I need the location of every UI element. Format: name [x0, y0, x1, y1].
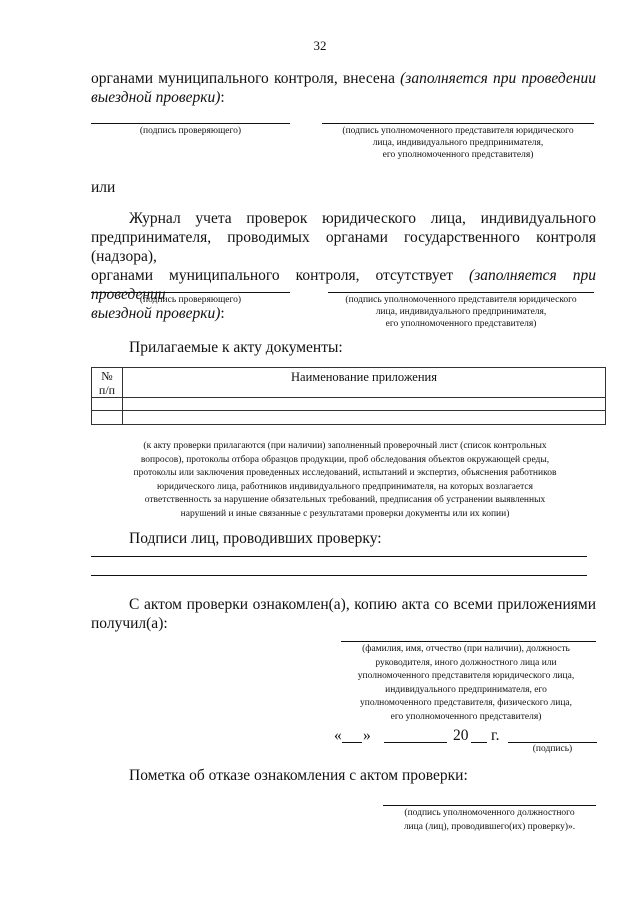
page-number: 32 [313, 38, 327, 53]
date-close-quote: » [363, 727, 371, 744]
block1-line2-italic: выездной проверки) [91, 89, 221, 106]
table-cell [92, 398, 123, 411]
acquainted-caption-line: руководителя, иного должностного лица или [375, 657, 557, 668]
block2-caption-right-line: лица, индивидуального предпринимателя, [375, 307, 547, 317]
date-day-line [342, 742, 362, 743]
ili-label: или [91, 179, 116, 196]
block2-caption-right-line: его уполномоченного представителя) [385, 319, 537, 329]
date-year-line [471, 742, 487, 743]
refusal-caption-line: лица (лиц), проводившего(их) проверку)». [403, 821, 576, 832]
block1-line1 [91, 69, 596, 88]
block1-caption-right-line: его уполномоченного представителя) [382, 150, 534, 160]
block1-caption-right-line: лица, индивидуального предпринимателя, [372, 138, 544, 148]
refusal-sign-line [383, 805, 596, 806]
date-sign-caption: (подпись) [532, 744, 573, 754]
acquainted-caption-line: уполномоченного представителя юридического лица, [357, 671, 575, 681]
block1-line1-a: органами муниципального контроля, внесена [91, 70, 401, 87]
date-year-prefix: 20 [453, 727, 469, 744]
table-header-number-line: п/п [98, 383, 116, 397]
block1-caption-right-line: (подпись уполномоченного представителя юридического [342, 126, 574, 136]
acquainted-line1: С актом проверки ознакомлен(а), копию акта со всеми приложениями [129, 596, 596, 613]
signature-line [91, 575, 587, 576]
block2-caption-right-line: (подпись уполномоченного представителя юридического [345, 295, 577, 305]
table-row [92, 398, 606, 411]
signatures-heading: Подписи лиц, проводивших проверку: [129, 530, 382, 547]
block2-line3-a: органами муниципального контроля, отсутствует [91, 267, 470, 284]
acquainted-caption-line: (фамилия, имя, отчество (при наличии), должность [362, 644, 570, 654]
acquainted-caption-line: его уполномоченного представителя) [390, 711, 542, 722]
attached-note-line: нарушений и иные связанные с результатами проверки документы или их копии) [180, 508, 510, 519]
block2-sign-line-right [328, 292, 594, 293]
block2-line1: Журнал учета проверок юридического лица, индивидуального [129, 210, 596, 227]
block1-line2-tail: : [220, 89, 225, 106]
block2-line3-b: (заполняется при проведении [91, 267, 596, 303]
attachments-table [91, 367, 606, 425]
table-cell [123, 398, 606, 411]
acquainted-line2: получил(а): [91, 615, 168, 632]
acquainted-sign-line [341, 641, 596, 642]
block2-sign-line-left [91, 292, 290, 293]
date-month-line [384, 742, 447, 743]
attached-note [80, 440, 610, 521]
attached-note-line: юридического лица, работников индивидуального предпринимателя, на которых возлагается [157, 481, 533, 492]
block2-line2: предпринимателя, проводимых органами государственного контроля (надзора), [91, 229, 596, 265]
block1-caption-left: (подпись проверяющего) [139, 126, 242, 136]
table-header-number-line: № [101, 369, 113, 383]
block1-sign-line-left [91, 123, 290, 124]
block1-line2 [91, 88, 596, 107]
table-cell [123, 411, 606, 425]
date-open-quote: « [334, 727, 342, 744]
block2-line4-italic: выездной проверки) [91, 305, 221, 322]
acquainted-caption-line: индивидуального предпринимателя, его [385, 684, 547, 695]
block1-sign-line-right [322, 123, 594, 124]
refusal-heading: Пометка об отказе ознакомления с актом проверки: [129, 767, 468, 784]
table-header-number [92, 368, 123, 398]
table-row [92, 411, 606, 425]
block2-line4-tail: : [220, 305, 225, 322]
attached-note-line: (к акту проверки прилагаются (при наличии) заполненный проверочный лист (список контрольных [143, 441, 547, 451]
block1-text [91, 69, 596, 107]
table-header-name: Наименование приложения [123, 368, 606, 398]
attached-heading: Прилагаемые к акту документы: [129, 339, 343, 356]
signature-line [91, 556, 587, 557]
date-year-suffix: г. [491, 727, 500, 744]
block2-caption-left: (подпись проверяющего) [139, 295, 242, 305]
block1-line1-b: (заполняется при проведении [400, 70, 596, 87]
refusal-caption-line: (подпись уполномоченного должностного [404, 808, 575, 818]
acquainted-caption [316, 643, 616, 724]
acquainted-text [91, 595, 596, 633]
table-header-row [92, 368, 606, 398]
attached-note-line: ответственность за нарушение обязательных требований, предписания об устранении выявленных [144, 495, 546, 505]
attached-note-line: протоколы или заключения проведенных исследований, испытаний и экспертиз, объяснения работников [133, 468, 557, 478]
block2-caption-right [328, 294, 594, 330]
acquainted-caption-line: уполномоченного представителя, физического лица, [359, 698, 572, 708]
block1-caption-right [322, 125, 594, 161]
table-cell [92, 411, 123, 425]
attached-note-line: вопросов), протоколы отбора образцов продукции, проб обследования объектов окружающей среды, [140, 454, 550, 465]
refusal-caption [383, 807, 596, 834]
